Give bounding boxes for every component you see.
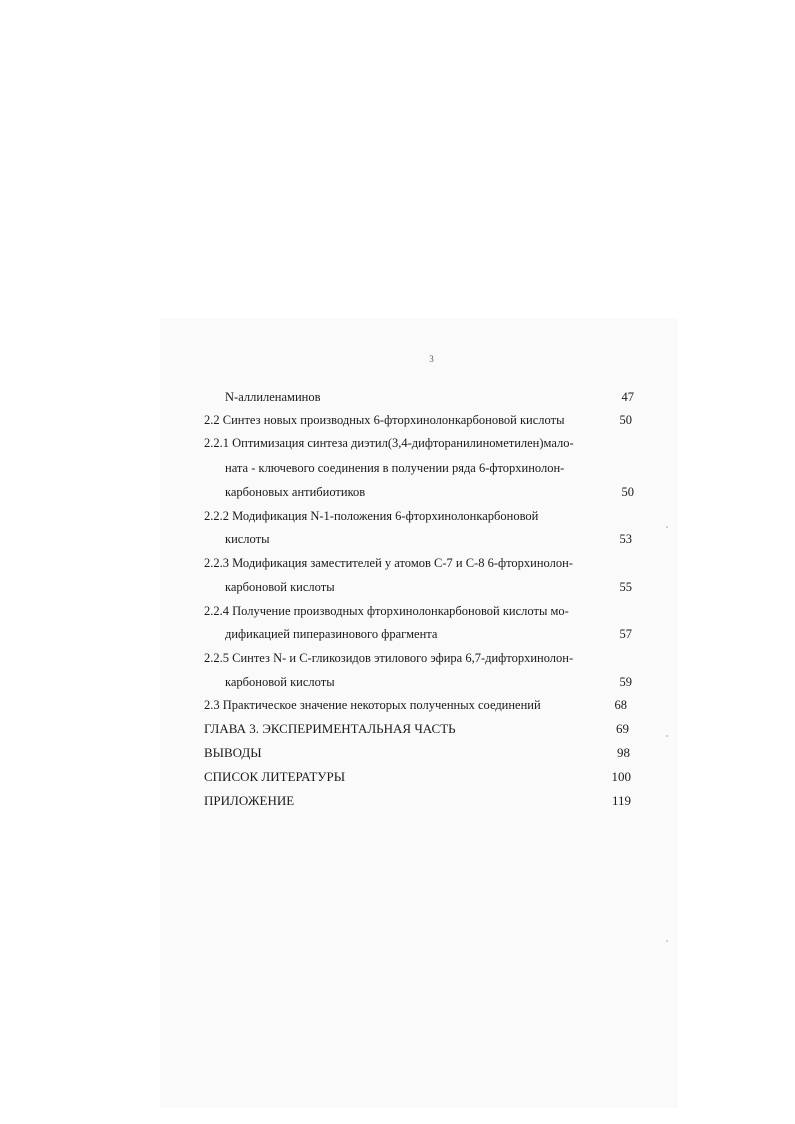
toc-entry-page: 69 xyxy=(616,721,629,736)
toc-entry-page: 119 xyxy=(611,793,631,808)
toc-entry-page: 57 xyxy=(619,627,632,641)
toc-entry-text: ната - ключевого соединения в получении ряда 6-фторхинолон- xyxy=(225,461,565,475)
toc-entry-page: 50 xyxy=(619,413,632,427)
toc-entry-text: 2.2.4 Получение производных фторхинолонкарбоновой кислоты мо- xyxy=(204,604,569,618)
scan-speck xyxy=(666,940,668,942)
toc-entry-page: 47 xyxy=(621,390,634,404)
toc-entry-page: 68 xyxy=(614,698,627,712)
toc-entry-text: 2.2.1 Оптимизация синтеза диэтил(3,4-дифторанилинометилен)мало- xyxy=(204,436,574,450)
toc-entry-page: 98 xyxy=(617,745,630,760)
page-number: 3 xyxy=(429,354,434,364)
toc-entry-text: 2.2.5 Синтез N- и С-гликозидов этилового эфира 6,7-дифторхинолон- xyxy=(204,651,574,665)
scan-speck xyxy=(666,735,668,737)
toc-entry-page: 50 xyxy=(621,485,634,499)
toc-entry-text: 2.2 Синтез новых производных 6-фторхинолонкарбоновой кислоты xyxy=(204,413,565,427)
toc-entry-text: дификацией пиперазинового фрагмента xyxy=(225,627,438,641)
toc-entry-text: карбоновой кислоты xyxy=(225,675,335,689)
toc-entry-text: 2.3 Практическое значение некоторых полученных соединений xyxy=(204,698,541,712)
scan-speck xyxy=(666,526,668,528)
toc-entry-page: 55 xyxy=(619,580,632,594)
toc-chapter-title: ВЫВОДЫ xyxy=(204,745,262,760)
toc-entry-text: кислоты xyxy=(225,532,270,546)
toc-entry-page: 100 xyxy=(611,769,631,784)
toc-entry-text: карбоновой кислоты xyxy=(225,580,335,594)
toc-chapter-title: СПИСОК ЛИТЕРАТУРЫ xyxy=(204,769,346,784)
toc-entry-text: N-аллиленаминов xyxy=(225,390,321,404)
toc-entry-text: 2.2.2 Модификация N-1-положения 6-фторхинолонкарбоновой xyxy=(204,509,539,523)
toc-chapter-title: ГЛАВА 3. ЭКСПЕРИМЕНТАЛЬНАЯ ЧАСТЬ xyxy=(204,721,456,736)
toc-entry-text: 2.2.3 Модификация заместителей у атомов С-7 и С-8 6-фторхинолон- xyxy=(204,556,573,570)
toc-entry-text: карбоновых антибиотиков xyxy=(225,485,366,499)
toc-entry-page: 59 xyxy=(619,675,632,689)
toc-entry-page: 53 xyxy=(619,532,632,546)
toc-chapter-title: ПРИЛОЖЕНИЕ xyxy=(204,793,295,808)
